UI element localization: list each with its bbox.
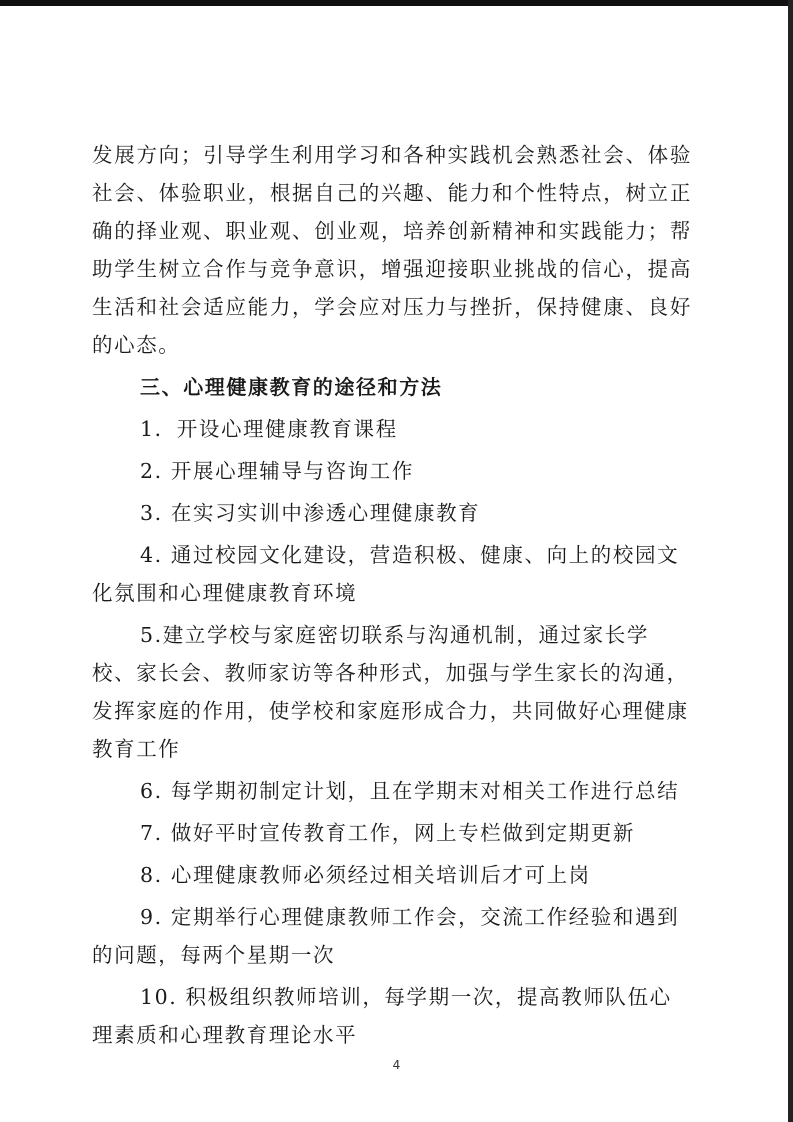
list-item-4: 4. 通过校园文化建设，营造积极、健康、向上的校园文化氛围和心理健康教育环境 xyxy=(92,543,680,605)
intro-paragraph: 发展方向；引导学生利用学习和各种实践机会熟悉社会、体验社会、体验职业，根据自己的兴趣、能力和个性特点，树立正确的择业观、职业观、创业观，培养创新精神和实践能力；帮助学生树立合作与竞争意识，增强迎接职业挑战的信心，提高生活和社会适应能力，学会应对压力与挫折，保持健康、良好的心态。 xyxy=(92,143,692,357)
list-item-2: 2. 开展心理辅导与咨询工作 xyxy=(140,459,414,483)
list-item-8: 8. 心理健康教师必须经过相关培训后才可上岗 xyxy=(140,863,591,887)
document-body xyxy=(92,136,692,1058)
list-item-7: 7. 做好平时宣传教育工作，网上专栏做到定期更新 xyxy=(140,821,635,845)
list-item-1: 1．开设心理健康教育课程 xyxy=(140,417,398,441)
section-heading: 三、心理健康教育的途径和方法 xyxy=(140,375,443,399)
list-item-9: 9. 定期举行心理健康教师工作会，交流工作经验和遇到的问题，每两个星期一次 xyxy=(92,905,680,967)
scan-right-border xyxy=(788,0,793,1122)
list-item-5: 5.建立学校与家庭密切联系与沟通机制，通过家长学校、家长会、教师家访等各种形式，加强与学生家长的沟通，发挥家庭的作用，使学校和家庭形成合力，共同做好心理健康教育工作 xyxy=(92,623,689,761)
list-item-3: 3. 在实习实训中渗透心理健康教育 xyxy=(140,501,481,525)
list-item-10: 10. 积极组织教师培训，每学期一次，提高教师队伍心理素质和心理教育理论水平 xyxy=(92,985,672,1047)
page-number: 4 xyxy=(392,1058,401,1072)
scan-top-border xyxy=(0,0,793,6)
list-item-6: 6. 每学期初制定计划，且在学期末对相关工作进行总结 xyxy=(140,779,680,803)
